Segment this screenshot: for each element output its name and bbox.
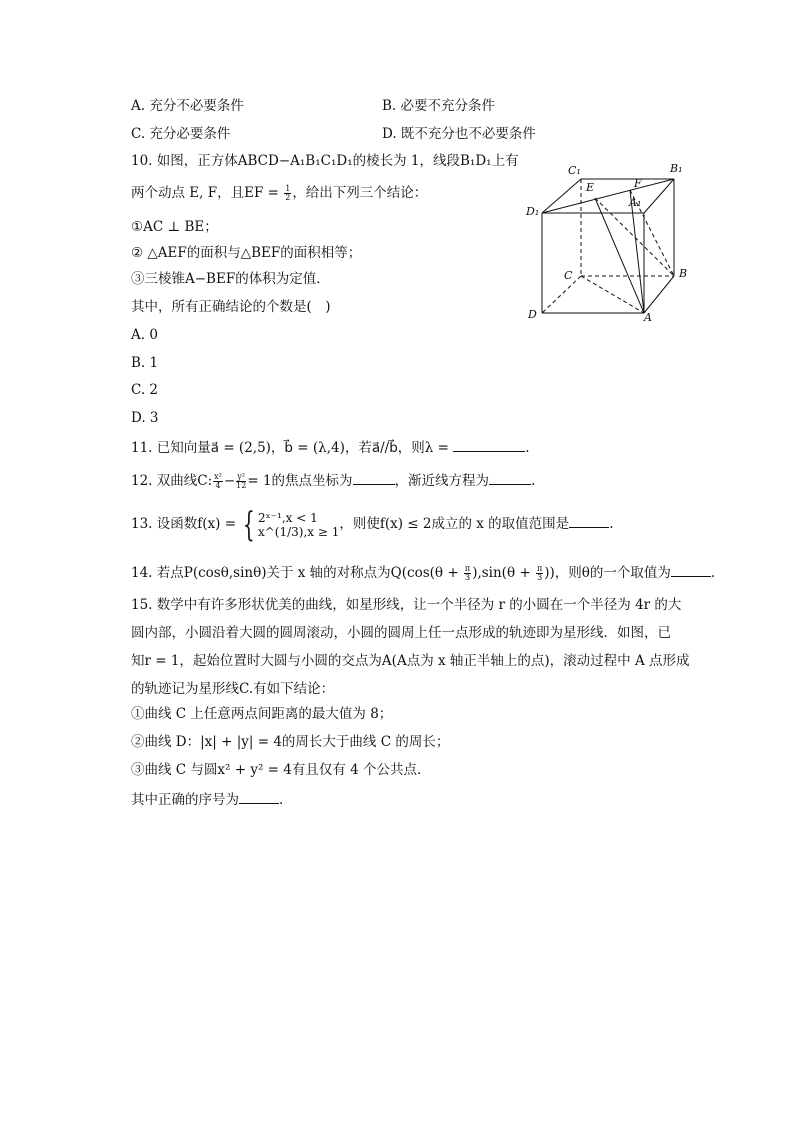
q15-question (131, 789, 283, 809)
label-c: C (564, 269, 573, 282)
q10-stem-line2a: 两个动点 E, F，且EF = (131, 185, 284, 201)
q11-stem: 11. 已知向量a⃗ = (2,5)，b⃗ = (λ,4)，若a⃗//b⃗，则λ = (131, 440, 454, 456)
q11-answer-blank[interactable] (453, 437, 525, 452)
q14-end: . (710, 565, 716, 581)
label-a: A (644, 311, 652, 322)
q9-option-a: A. 充分不必要条件 (131, 98, 244, 114)
q14-mid: ),sin(θ + (472, 565, 535, 581)
q12-asymptote-blank[interactable] (489, 470, 531, 485)
q14-frac-2 (536, 565, 543, 582)
q15-conclusion-2: ②曲线 D：|x| + |y| = 4的周长大于曲线 C 的周长； (131, 734, 450, 750)
q11-end: . (525, 440, 530, 456)
q9-option-c: C. 充分必要条件 (131, 126, 231, 142)
q15-conclusion-1: ①曲线 C 上任意两点间距离的最大值为 8； (131, 706, 393, 722)
q10-conclusion-2: ② △AEF的面积与△BEF的面积相等； (131, 245, 362, 261)
q12-mid1: = 1的焦点坐标为 (247, 473, 353, 489)
q12-end: . (531, 473, 536, 489)
q14-three-1: 3 (465, 573, 471, 582)
q9-option-d: D. 既不充分也不必要条件 (382, 126, 536, 142)
label-f: F (634, 177, 642, 190)
q9-option-b: B. 必要不充分条件 (382, 98, 496, 114)
q10-option-b: B. 1 (131, 355, 159, 371)
q10-option-c: C. 2 (131, 382, 159, 398)
q15-ask: 其中正确的序号为 (131, 792, 239, 808)
q15-line2: 圆内部，小圆沿着大圆的圆周滚动，小圆的圆周上任一点形成的轨迹即为星形线．如图，已 (131, 625, 671, 641)
q14-answer-blank[interactable] (671, 562, 711, 577)
q15-line4: 的轨迹记为星形线C.有如下结论： (131, 681, 335, 697)
q14 (131, 562, 715, 582)
q12-frac-x (213, 473, 223, 490)
edge-b1a1 (644, 179, 674, 213)
edge-cd-hidden (542, 276, 581, 313)
label-d1: D₁ (526, 205, 540, 218)
q10-frac-num: 1 (285, 184, 291, 193)
q10-frac-den: 2 (285, 193, 291, 202)
q13 (131, 504, 614, 545)
q13-case2: x^(1/3),x ≥ 1 (257, 524, 340, 539)
q13-stem: 13. 设函数f(x) = (131, 516, 241, 532)
q12: 12. 双曲线C: $\frac{\text{x²}}{4}$ − $\frac{\text{y²}}{12}$ = 1的焦点坐标为 ，渐近线方程为 . (131, 472, 536, 490)
q14-three-2: 3 (537, 573, 543, 582)
q13-mid: ，则使f(x) ≤ 2成立的 x 的取值范围是 (339, 516, 570, 532)
q10-stem-line2b: ，给出下列三个结论： (292, 185, 428, 201)
q10-conclusion-3: ③三棱锥A−BEF的体积为定值． (131, 271, 330, 287)
label-c1: C₁ (568, 164, 581, 177)
q13-brace: { (243, 504, 256, 545)
label-e: E (586, 181, 595, 194)
q12-stem: 12. 双曲线C: (131, 473, 213, 489)
q12-mid2: ，渐近线方程为 (394, 473, 490, 489)
q13-cases (258, 511, 339, 539)
q10-stem-line2 (131, 184, 427, 202)
cube-figure (522, 158, 694, 322)
q12-d12: 12 (236, 481, 247, 490)
q14-frac-1 (464, 565, 471, 582)
q15-end: . (279, 792, 284, 808)
q13-case1: 2ˣ⁻¹,x < 1 (257, 510, 318, 525)
q15-answer-blank[interactable] (239, 789, 279, 804)
q12-focus-blank[interactable] (353, 470, 395, 485)
label-b1: B₁ (670, 162, 683, 175)
q15-line3: 知r = 1，起始位置时大圆与小圆的交点为A(A点为 x 轴正半轴上的点)，滚动过程中 A 点形成 (131, 653, 690, 669)
edge-ab (644, 276, 674, 313)
q15-conclusion-3: ③曲线 C 与圆x² + y² = 4有且仅有 4 个公共点． (131, 762, 431, 778)
line-ae (595, 198, 644, 313)
q14-pi-2: π (536, 564, 543, 573)
label-b: B (679, 267, 688, 280)
q13-end: . (609, 516, 614, 532)
q12-x2: x² (214, 472, 222, 481)
label-d: D (528, 308, 537, 321)
q13-answer-blank[interactable] (569, 513, 609, 528)
q10-conclusion-1: ①AC ⊥ BE； (131, 219, 218, 235)
label-a1: A₁ (629, 196, 642, 209)
q10-fraction (284, 185, 291, 202)
q10-question: 其中，所有正确结论的个数是( ) (131, 299, 331, 315)
q12-d4: 4 (215, 481, 221, 490)
q14-pi-1: π (464, 564, 471, 573)
q14-mid2: ))，则θ的一个取值为 (544, 565, 671, 581)
q11 (131, 437, 530, 457)
q12-y2: y² (237, 472, 246, 481)
q10-option-a: A. 0 (131, 327, 158, 343)
line-be-hidden (595, 198, 674, 276)
q10-stem-line1: 10. 如图，正方体ABCD−A₁B₁C₁D₁的棱长为 1，线段B₁D₁上有 (131, 153, 519, 169)
q15-line1: 15. 数学中有许多形状优美的曲线，如星形线，让一个半径为 r 的小圆在一个半径为 4r 的大 (131, 597, 682, 613)
q14-stem: 14. 若点P(cosθ,sinθ)关于 x 轴的对称点为Q(cos(θ + (131, 565, 463, 581)
q10-option-d: D. 3 (131, 410, 159, 426)
diag-ac-hidden (581, 276, 644, 313)
q12-frac-y (236, 473, 246, 490)
